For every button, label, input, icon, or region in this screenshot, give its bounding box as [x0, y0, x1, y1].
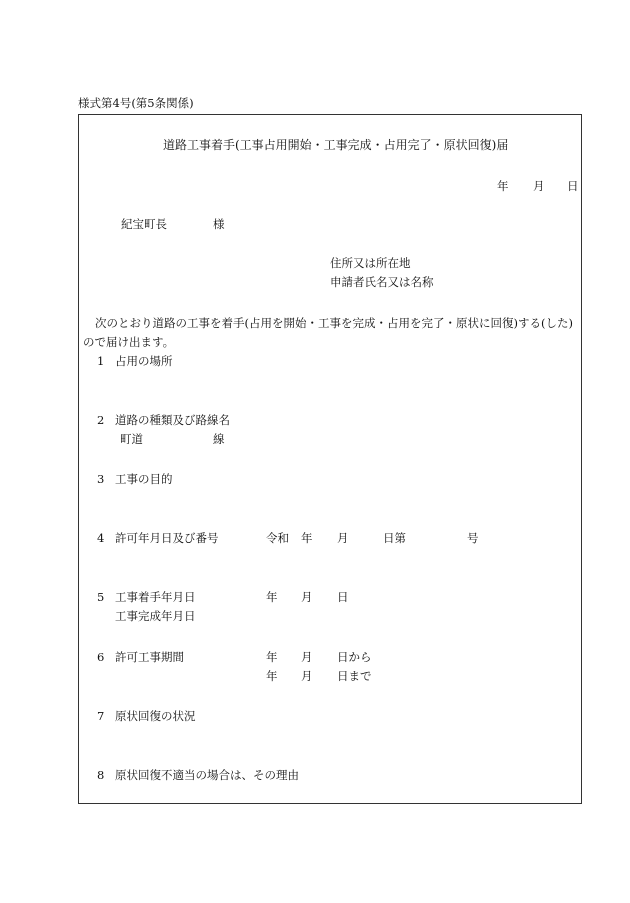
item-7-label: 原状回復の状況 [115, 709, 196, 723]
item-8-number: 8 [97, 768, 105, 782]
date-day: 日 [567, 179, 579, 193]
item-4-year: 年 [301, 531, 313, 545]
applicant-address-label: 住所又は所在地 [330, 256, 411, 270]
item-6-to-year: 年 [266, 669, 278, 683]
item-7-number: 7 [97, 709, 105, 723]
item-6-from-month: 月 [301, 650, 313, 664]
item-4-era: 令和 [266, 531, 289, 545]
item-5-label: 工事着手年月日 [115, 590, 196, 604]
item-2-road-type: 町道 [120, 432, 143, 446]
item-4-label: 許可年月日及び番号 [115, 531, 219, 545]
applicant-name-label: 申請者氏名又は名称 [330, 275, 434, 289]
item-6-number: 6 [97, 650, 105, 664]
item-6-from-day: 日から [337, 650, 372, 664]
item-2-route-suffix: 線 [213, 432, 225, 446]
item-4-month: 月 [337, 531, 349, 545]
item-2-label: 道路の種類及び路線名 [115, 413, 230, 427]
item-5-month: 月 [301, 590, 313, 604]
item-5-label-2: 工事完成年月日 [115, 609, 196, 623]
item-3-label: 工事の目的 [115, 472, 173, 486]
item-8-label: 原状回復不適当の場合は、その理由 [115, 768, 299, 782]
item-5-day: 日 [337, 590, 349, 604]
item-5-number: 5 [97, 590, 105, 604]
item-6-to-month: 月 [301, 669, 313, 683]
addressee-honorific: 様 [213, 217, 225, 231]
item-6-label: 許可工事期間 [115, 650, 184, 664]
item-1-number: 1 [97, 354, 105, 368]
item-2-number: 2 [97, 413, 105, 427]
form-frame [78, 114, 582, 804]
item-4-number-suffix: 号 [467, 531, 479, 545]
form-title: 道路工事着手(工事占用開始・工事完成・占用完了・原状回復)届 [163, 138, 509, 152]
item-3-number: 3 [97, 472, 105, 486]
item-5-year: 年 [266, 590, 278, 604]
date-year: 年 [497, 179, 509, 193]
item-4-number: 4 [97, 531, 105, 545]
date-month: 月 [533, 179, 545, 193]
statement-line-1: 次のとおり道路の工事を着手(占用を開始・工事を完成・占用を完了・原状に回復)する(した) [95, 316, 573, 330]
item-4-day-no: 日第 [383, 531, 406, 545]
item-6-to-day: 日まで [337, 669, 372, 683]
item-1-label: 占用の場所 [115, 354, 173, 368]
item-6-from-year: 年 [266, 650, 278, 664]
statement-line-2: ので届け出ます。 [83, 335, 175, 349]
addressee-name: 紀宝町長 [121, 217, 167, 231]
form-number: 様式第4号(第5条関係) [78, 96, 194, 110]
